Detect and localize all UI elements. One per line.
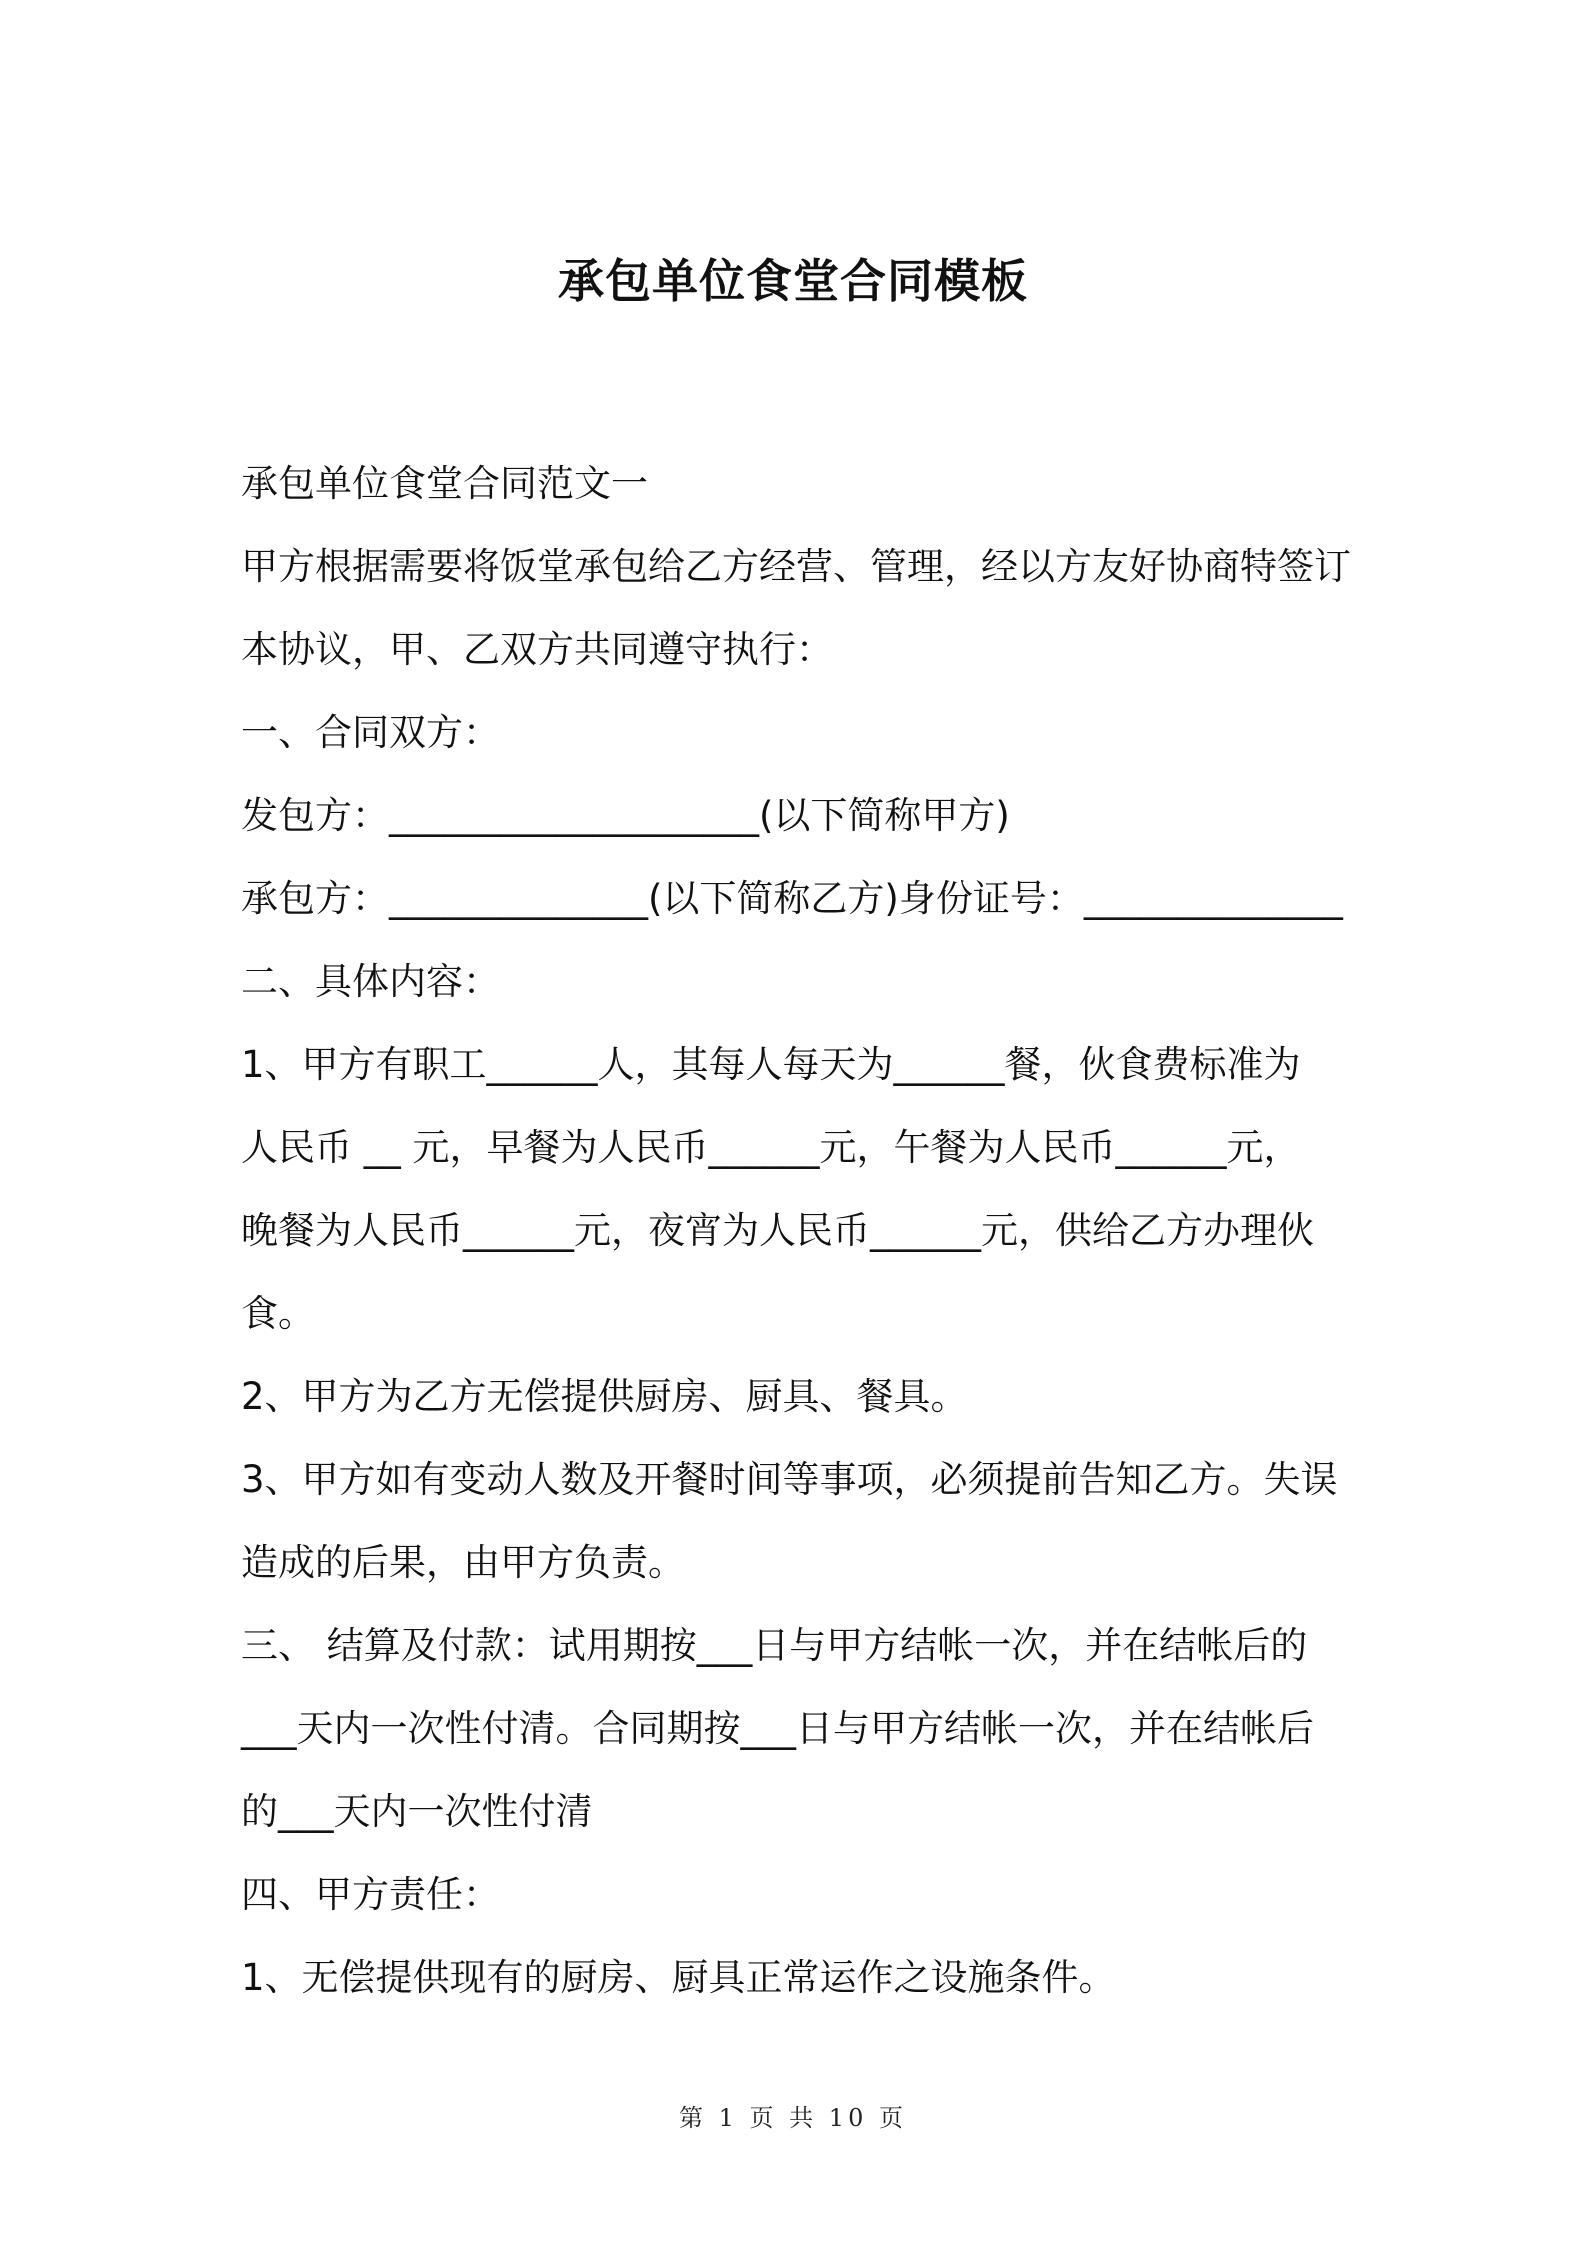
paragraph-line: 甲方根据需要将饭堂承包给乙方经营、管理，经以方友好协商特签订 — [241, 545, 1351, 588]
party-line: 发包方：____________________(以下简称甲方) — [241, 794, 1010, 837]
document-body — [241, 442, 1355, 2019]
clause-heading: 四、甲方责任： — [241, 1873, 500, 1916]
paragraph-line: 1、无偿提供现有的厨房、厨具正常运作之设施条件。 — [241, 1956, 1116, 1999]
clause-heading: 一、合同双方： — [241, 711, 500, 754]
page-number: 第 1 页 共 10 页 — [679, 2104, 907, 2132]
paragraph-line: 3、甲方如有变动人数及开餐时间等事项，必须提前告知乙方。失误 — [241, 1458, 1338, 1501]
party-line: 承包方：______________(以下简称乙方)身份证号：______________ — [241, 877, 1343, 920]
paragraph-line: 的___天内一次性付清 — [241, 1790, 593, 1833]
paragraph-line: ___天内一次性付清。合同期按___日与甲方结帐一次，并在结帐后 — [241, 1707, 1314, 1750]
document-title: 承包单位食堂合同模板 — [558, 254, 1028, 308]
paragraph-line: 人民币 __ 元，早餐为人民币______元，午餐为人民币______元， — [241, 1126, 1301, 1169]
paragraph-line: 三、 结算及付款：试用期按___日与甲方结帐一次，并在结帐后的 — [241, 1624, 1308, 1667]
paragraph-line: 2、甲方为乙方无偿提供厨房、厨具、餐具。 — [241, 1375, 968, 1418]
paragraph-line: 1、甲方有职工______人，其每人每天为______餐，伙食费标准为 — [241, 1043, 1301, 1086]
section-heading: 承包单位食堂合同范文一 — [241, 462, 648, 505]
paragraph-line: 晚餐为人民币______元，夜宵为人民币______元，供给乙方办理伙 — [241, 1209, 1314, 1252]
paragraph-line: 食。 — [241, 1292, 315, 1335]
clause-heading: 二、具体内容： — [241, 960, 500, 1003]
paragraph-line: 本协议，甲、乙双方共同遵守执行： — [241, 628, 833, 671]
paragraph-line: 造成的后果，由甲方负责。 — [241, 1541, 685, 1584]
